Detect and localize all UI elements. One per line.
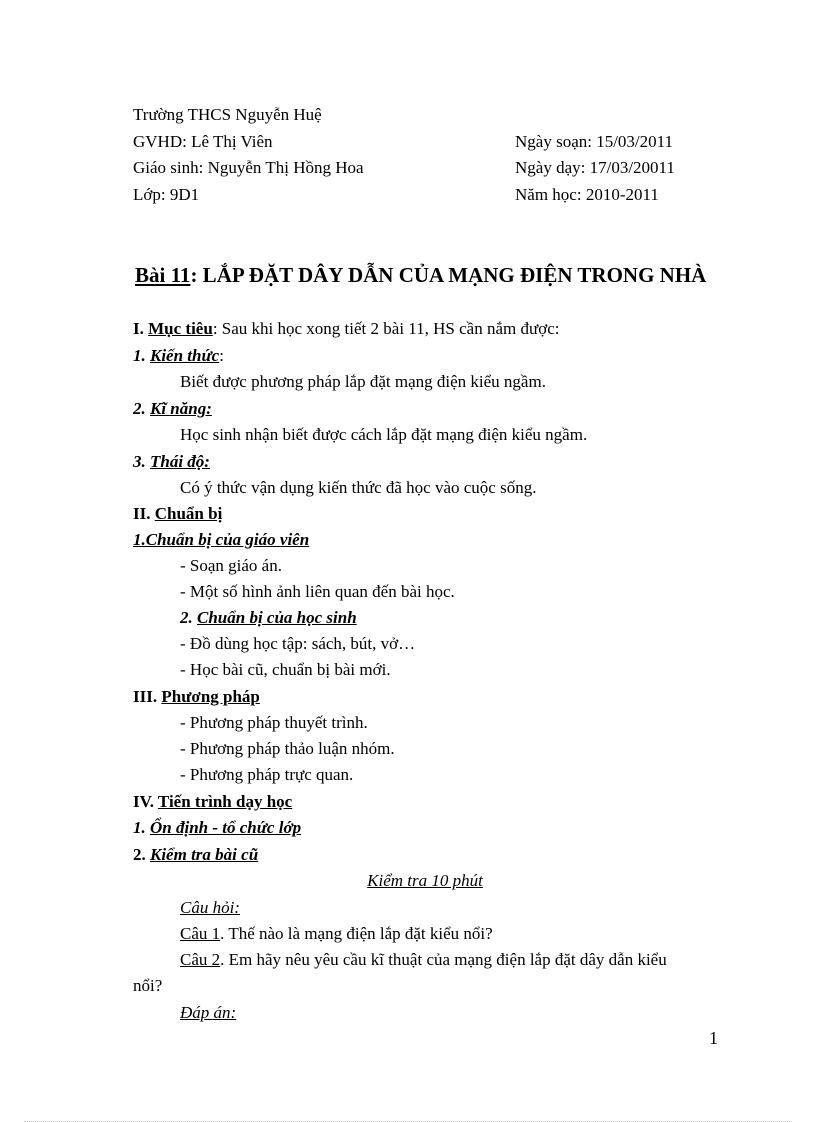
list-item: - Một số hình ảnh liên quan đến bài học. [180, 582, 455, 601]
section-heading: Mục tiêu [148, 319, 213, 338]
answers-label: Đáp án: [180, 1003, 237, 1022]
teacher-prep-heading: 1.Chuẩn bị của giáo viên [133, 530, 310, 549]
supervisor: GVHD: Lê Thị Viên [133, 132, 273, 151]
heading-number: 1. [133, 346, 150, 365]
heading-number: 2. [133, 845, 150, 864]
question-1 [180, 923, 493, 945]
section-heading: Tiến trình dạy học [157, 792, 293, 811]
question-2-continuation: nổi? [133, 976, 163, 995]
heading-colon: : [219, 346, 224, 365]
heading-label: Kiến thức [150, 346, 220, 365]
knowledge-heading [133, 345, 224, 367]
lesson-title-text: : LẮP ĐẶT DÂY DẪN CỦA MẠNG ĐIỆN TRONG NHÀ [190, 263, 707, 287]
attitude-text: Có ý thức vận dụng kiến thức đã học vào cuộc sống. [180, 478, 537, 497]
section-heading: Phương pháp [161, 687, 260, 706]
section-number: IV. [133, 792, 158, 811]
prep-date: Ngày soạn: 15/03/2011 [515, 132, 674, 151]
attitude-heading [133, 451, 210, 473]
heading-number: 2. [133, 399, 150, 418]
question-text: . Em hãy nêu yêu cầu kĩ thuật của mạng điện lắp đặt dây dẫn kiểu [220, 950, 667, 969]
heading-label: Ổn định - tổ chức lớp [150, 818, 302, 837]
section-number: I. [133, 319, 149, 338]
section-preparation [133, 503, 222, 525]
lesson-number: Bài 11 [135, 263, 191, 287]
question-label: Câu 2 [180, 950, 221, 969]
teach-date: Ngày dạy: 17/03/20011 [515, 158, 675, 177]
school-name: Trường THCS Nguyễn Huệ [133, 105, 322, 124]
heading-label: Thái độ: [150, 452, 210, 471]
question-2 [180, 949, 667, 971]
list-item: - Phương pháp thảo luận nhóm. [180, 739, 395, 758]
section-procedure [133, 791, 292, 813]
step-class-organization [133, 817, 301, 839]
heading-number: 3. [133, 452, 150, 471]
questions-label: Câu hỏi: [180, 898, 240, 917]
section-objectives [133, 318, 559, 340]
page-bottom-divider [24, 1121, 792, 1122]
question-text: . Thế nào là mạng điện lắp đặt kiểu nổi? [220, 924, 493, 943]
skill-heading [133, 398, 212, 420]
student-prep-heading [180, 607, 357, 629]
heading-number: 1. [133, 818, 150, 837]
list-item: - Đồ dùng học tập: sách, bút, vở… [180, 634, 416, 653]
heading-label: Chuẩn bị của học sinh [197, 608, 357, 627]
student-teacher: Giáo sinh: Nguyễn Thị Hồng Hoa [133, 158, 364, 177]
quiz-title: Kiểm tra 10 phút [367, 871, 483, 890]
list-item: - Học bài cũ, chuẩn bị bài mới. [180, 660, 391, 679]
heading-label: Kiểm tra bài cũ [150, 845, 259, 864]
heading-number: 2. [180, 608, 197, 627]
section-heading: Chuẩn bị [154, 504, 223, 523]
list-item: - Phương pháp thuyết trình. [180, 713, 368, 732]
section-methods [133, 686, 260, 708]
section-number: II. [133, 504, 155, 523]
class-name: Lớp: 9D1 [133, 185, 200, 204]
step-review [133, 844, 258, 866]
question-label: Câu 1 [180, 924, 221, 943]
section-number: III. [133, 687, 162, 706]
heading-label: Kĩ năng: [150, 399, 212, 418]
school-year: Năm học: 2010-2011 [515, 185, 659, 204]
list-item: - Soạn giáo án. [180, 556, 282, 575]
page-number: 1 [709, 1028, 718, 1048]
list-item: - Phương pháp trực quan. [180, 765, 354, 784]
knowledge-text: Biết được phương pháp lắp đặt mạng điện kiểu ngầm. [180, 372, 546, 391]
lesson-title [135, 262, 706, 288]
skill-text: Học sinh nhận biết được cách lắp đặt mạng điện kiểu ngầm. [180, 425, 588, 444]
section-intro: : Sau khi học xong tiết 2 bài 11, HS cần nắm được: [212, 319, 560, 338]
